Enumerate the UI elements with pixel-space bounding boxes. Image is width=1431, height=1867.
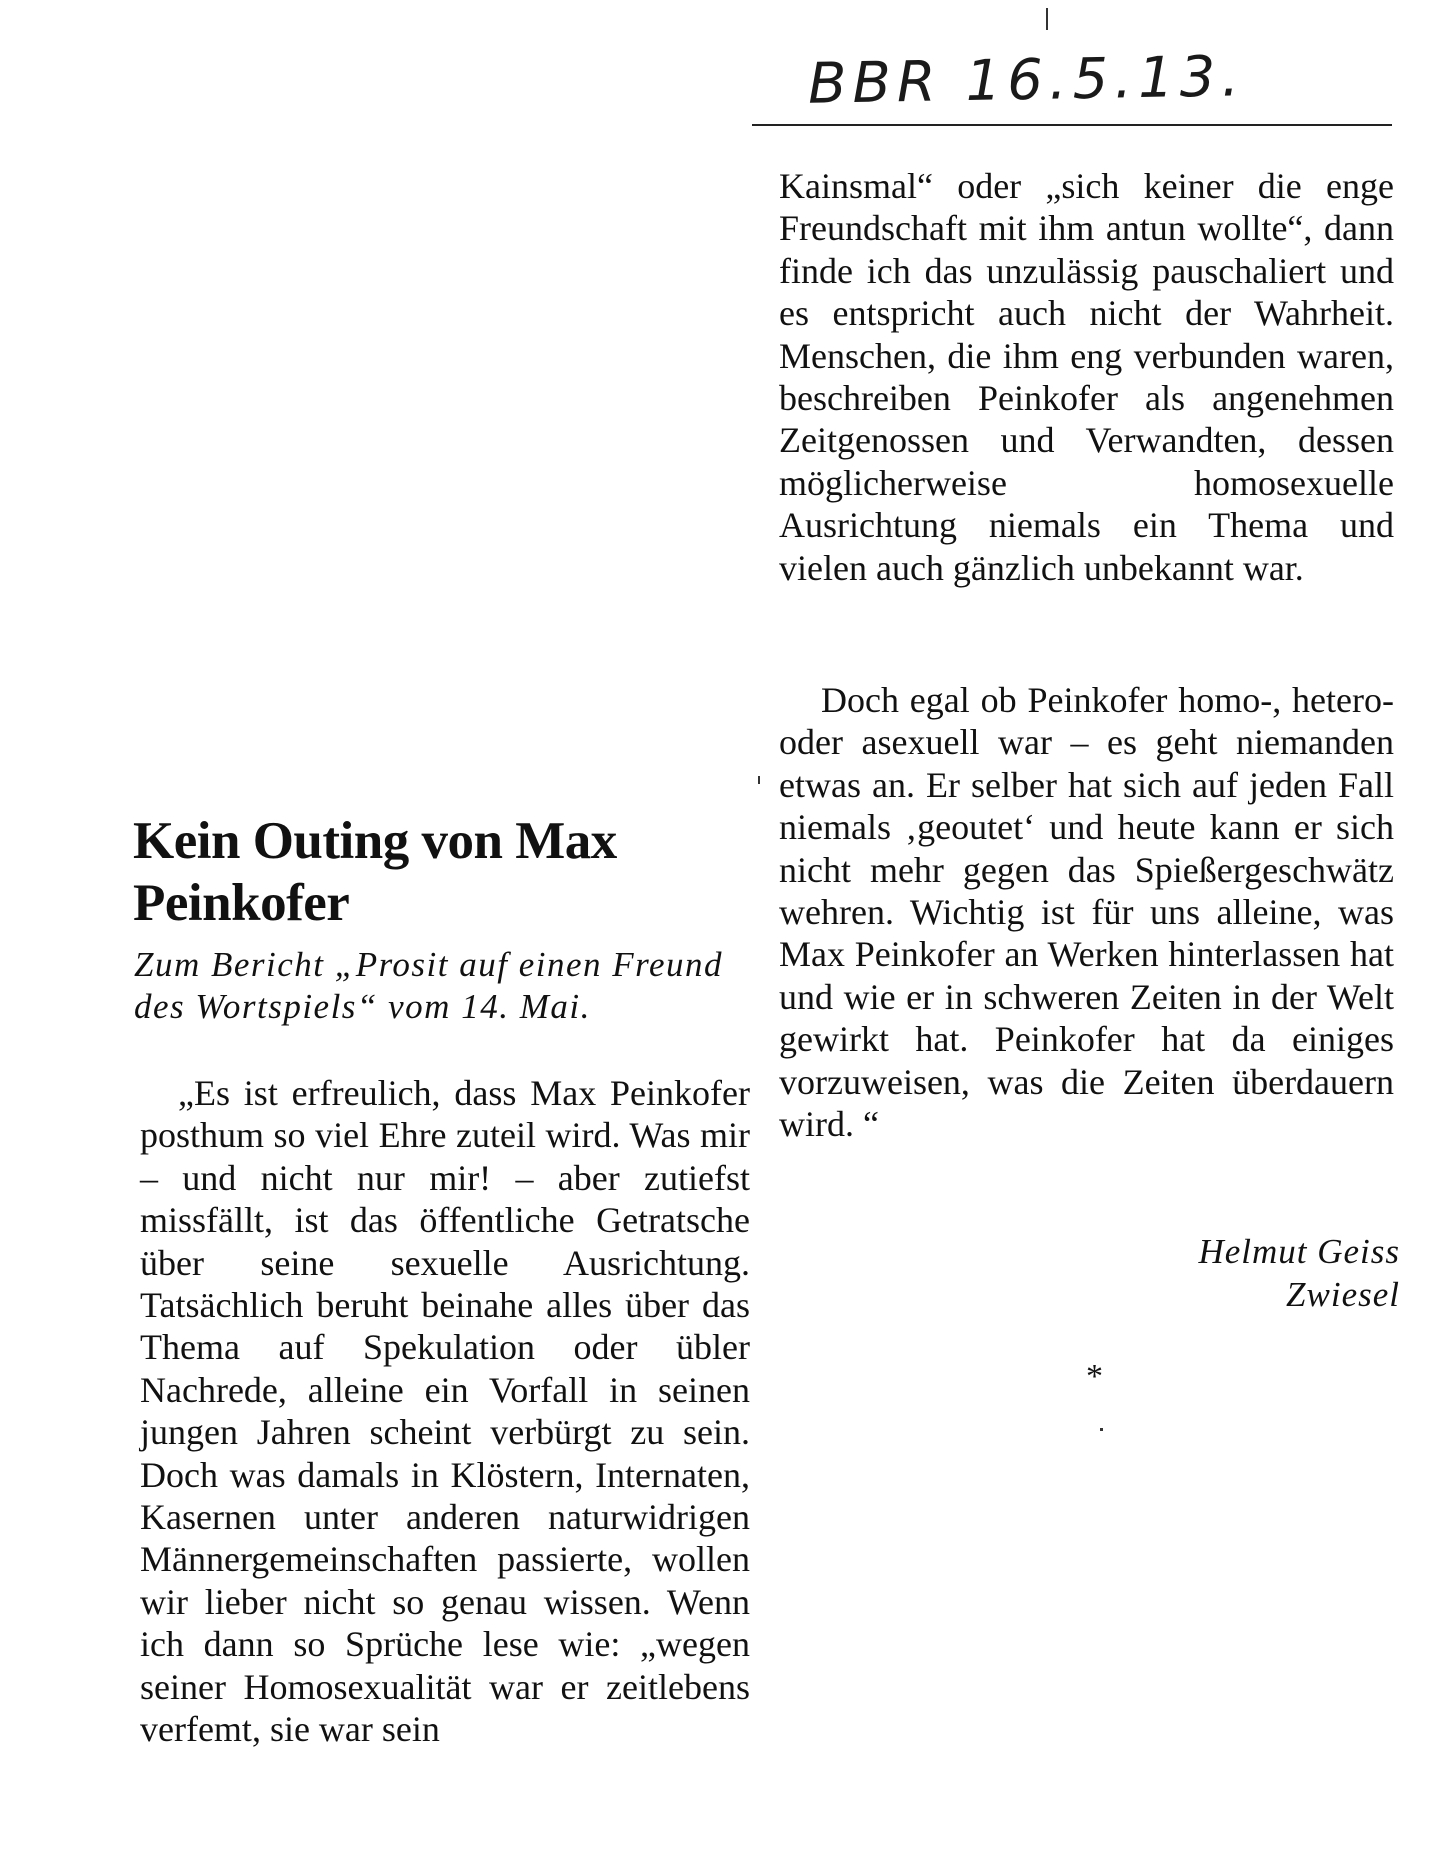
scan-speck bbox=[758, 776, 760, 784]
author-name: Helmut Geiss bbox=[1198, 1232, 1400, 1271]
scan-speck bbox=[1046, 8, 1048, 30]
article-lead: Zum Bericht „Prosit auf einen Freund des Wortspiels“ vom 14. Mai. bbox=[134, 945, 723, 1026]
scan-speck bbox=[1100, 1428, 1103, 1431]
author-signature bbox=[1100, 1230, 1400, 1316]
author-city: Zwiesel bbox=[1286, 1275, 1400, 1314]
handwritten-underline bbox=[752, 124, 1392, 126]
article-headline: Kein Outing von Max Peinkofer bbox=[133, 812, 617, 932]
article-body-right-column-part1: Kainsmal“ oder „sich keiner die enge Freundschaft mit ihm antun wollte“, dann finde ich das unzulässig pauschaliert und es entspricht auch nicht der Wahrheit. Menschen, die ihm eng verbunden waren, beschreiben Peinkofer als angenehmen Zeitgenossen und Verwandten, dessen möglicherweise homosexuelle Ausrichtung niemals ein Thema und vielen auch gänzlich unbekannt war. bbox=[779, 166, 1394, 588]
article-body-left-column: „Es ist erfreulich, dass Max Peinkofer posthum so viel Ehre zuteil wird. Was mir – und nicht nur mir! – aber zutiefst missfällt, ist das öffentliche Getratsche über seine sexuelle Ausrichtung. Tatsächlich beruht beinahe alles über das Thema auf Spekulation oder übler Nachrede, alleine ein Vorfall in seinen jungen Jahren scheint verbürgt zu sein. Doch was damals in Klöstern, Internaten, Kasernen unter anderen naturwidrigen Männergemeinschaften passierte, wollen wir lieber nicht so genau wissen. Wenn ich dann so Sprüche lese wie: „wegen seiner Homosexualität war er zeitlebens verfemt, sie war sein bbox=[140, 1073, 750, 1750]
handwritten-date-note: BBR 16.5.13. bbox=[807, 44, 1246, 117]
article-body-right-column-part2: Doch egal ob Peinkofer homo-, hetero- oder asexuell war – es geht niemanden etwas an. Er selber hat sich auf jeden Fall niemals ‚geoutet‘ und heute kann er sich nicht mehr gegen das Spießergeschwätz wehren. Wichtig ist für uns alleine, was Max Peinkofer an Werken hinterlassen hat und wie er in schweren Zeiten in der Welt gewirkt hat. Peinkofer hat da einiges vorzuweisen, was die Zeiten überdauern wird. “ bbox=[779, 680, 1394, 1145]
end-asterisk: * bbox=[1086, 1358, 1103, 1395]
